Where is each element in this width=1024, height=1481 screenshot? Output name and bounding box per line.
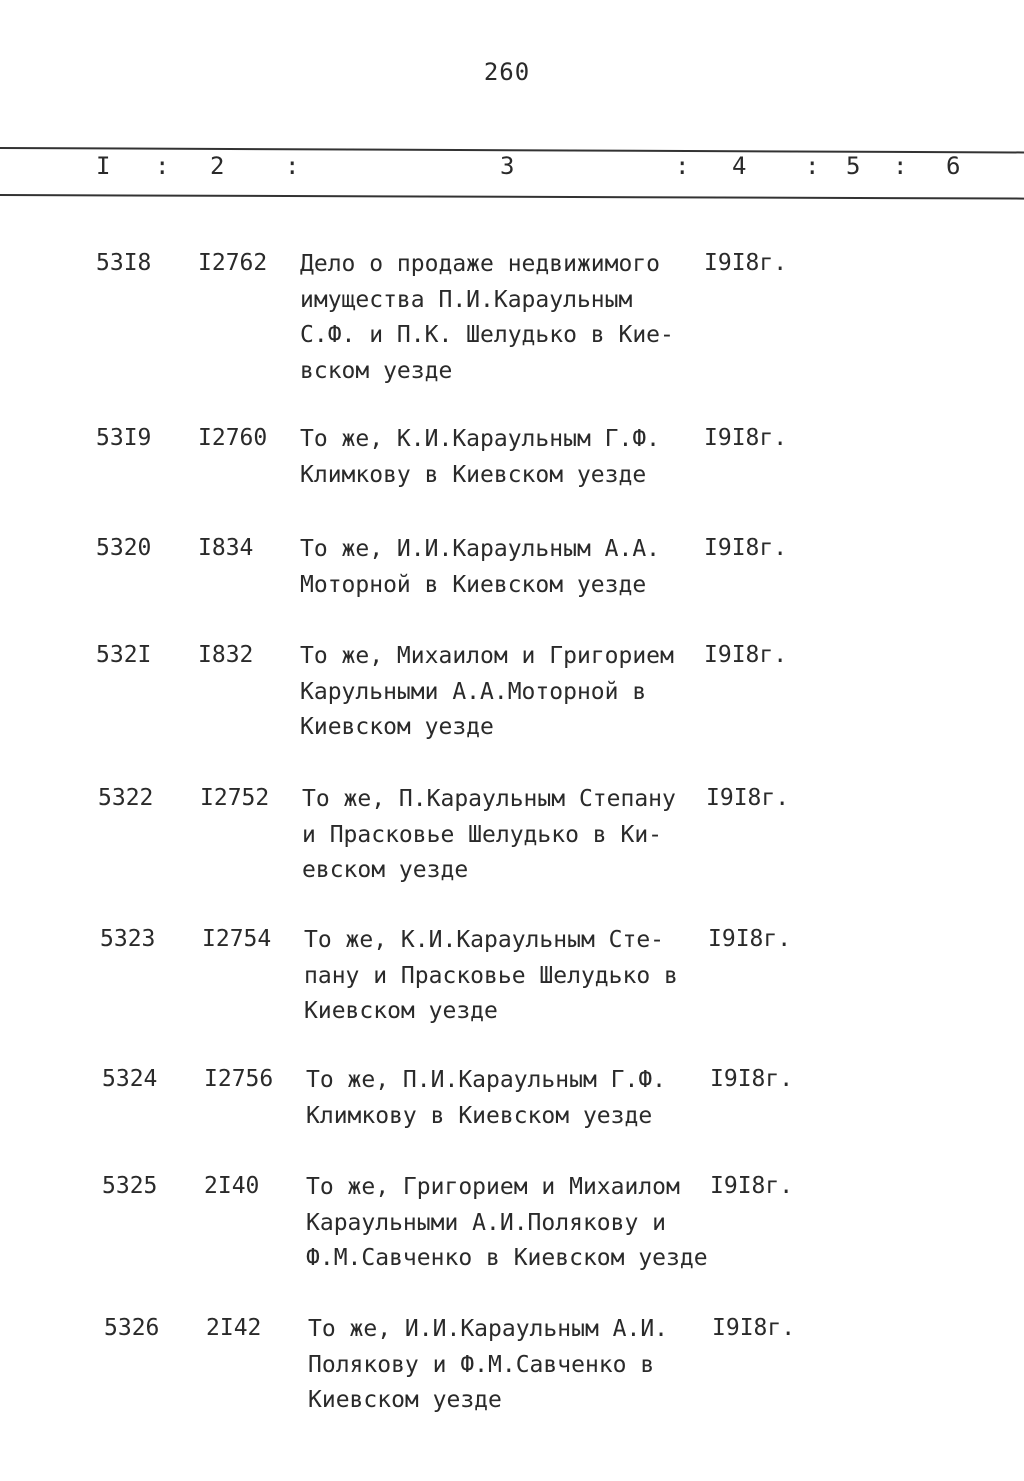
description-line: евском уезде [302, 857, 469, 883]
record-number: 5326 [104, 1315, 160, 1341]
header-separator: : [805, 152, 820, 180]
description-line: То же, К.И.Караульным Г.Ф. [300, 426, 661, 452]
record-description [300, 422, 660, 493]
record-year: I9I8г. [712, 1315, 796, 1341]
record-number: 53I8 [96, 250, 152, 276]
record-file-number: I2762 [198, 250, 268, 276]
description-line: То же, К.И.Караульным Сте- [304, 927, 665, 953]
header-col-4: 4 [732, 152, 747, 180]
record-year: I9I8г. [710, 1173, 794, 1199]
record-number: 53I9 [96, 425, 152, 451]
description-line: Моторной в Киевском уезде [300, 571, 647, 598]
record-description [306, 1063, 666, 1134]
record-description [302, 782, 676, 889]
description-line: пану и Прасковье Шелудько в [304, 962, 678, 989]
record-year: I9I8г. [708, 926, 792, 952]
record-description [308, 1312, 668, 1419]
description-line: То же, П.И.Караульным Г.Ф. [306, 1067, 667, 1093]
record-file-number: I2756 [204, 1066, 274, 1092]
record-year: I9I8г. [706, 785, 790, 811]
table-header [0, 152, 1024, 188]
description-line: и Прасковье Шелудько в Ки- [302, 821, 663, 848]
header-separator: : [893, 152, 908, 180]
record-number: 5323 [100, 926, 156, 952]
description-line: Караульными А.И.Полякову и [306, 1209, 667, 1236]
description-line: Климкову в Киевском уезде [306, 1102, 653, 1129]
record-file-number: 2I42 [206, 1315, 262, 1341]
description-line: вском уезде [300, 357, 453, 384]
record-description [306, 1170, 708, 1277]
record-year: I9I8г. [704, 535, 788, 561]
description-line: Ф.М.Савченко в Киевском уезде [306, 1245, 708, 1271]
record-year: I9I8г. [704, 250, 788, 276]
record-description [300, 247, 674, 389]
description-line: Киевском уезде [304, 998, 498, 1024]
description-line: Климкову в Киевском уезде [300, 461, 647, 488]
record-file-number: I2752 [200, 785, 270, 811]
record-year: I9I8г. [704, 642, 788, 668]
description-line: То же, П.Караульным Степану [302, 786, 676, 812]
description-line: С.Ф. и П.К. Шелудько в Кие- [300, 322, 674, 348]
record-number: 5324 [102, 1066, 158, 1092]
description-line: Дело о продаже недвижимого [300, 251, 661, 277]
record-description [300, 532, 660, 603]
page-number: 260 [483, 58, 531, 86]
description-line: имущества П.И.Караульным [300, 286, 633, 313]
header-col-1: I [96, 152, 111, 180]
record-file-number: I2754 [202, 926, 272, 952]
record-description [300, 639, 674, 746]
record-number: 5320 [96, 535, 152, 561]
description-line: Киевском уезде [300, 714, 494, 740]
description-line: Карульными А.А.Моторной в [300, 678, 647, 705]
header-separator: : [155, 152, 170, 180]
record-description [304, 923, 678, 1030]
record-file-number: 2I40 [204, 1173, 260, 1199]
record-file-number: I2760 [198, 425, 268, 451]
header-col-2: 2 [210, 152, 225, 180]
record-file-number: I834 [198, 535, 254, 561]
record-number: 5322 [98, 785, 154, 811]
record-year: I9I8г. [704, 425, 788, 451]
record-number: 5325 [102, 1173, 158, 1199]
header-separator: : [285, 152, 300, 180]
record-year: I9I8г. [710, 1066, 794, 1092]
header-col-3: 3 [500, 152, 515, 180]
description-line: То же, Михаилом и Григорием [300, 643, 674, 669]
description-line: Полякову и Ф.М.Савченко в [308, 1351, 655, 1378]
header-col-5: 5 [846, 152, 861, 180]
description-line: То же, И.И.Караульным А.А. [300, 536, 661, 562]
record-file-number: I832 [198, 642, 254, 668]
record-number: 532I [96, 642, 152, 668]
header-bottom-rule [0, 194, 1024, 200]
description-line: То же, Григорием и Михаилом [306, 1174, 680, 1200]
description-line: То же, И.И.Караульным А.И. [308, 1316, 669, 1342]
description-line: Киевском уезде [308, 1387, 502, 1413]
header-col-6: 6 [946, 152, 961, 180]
header-separator: : [675, 152, 690, 180]
